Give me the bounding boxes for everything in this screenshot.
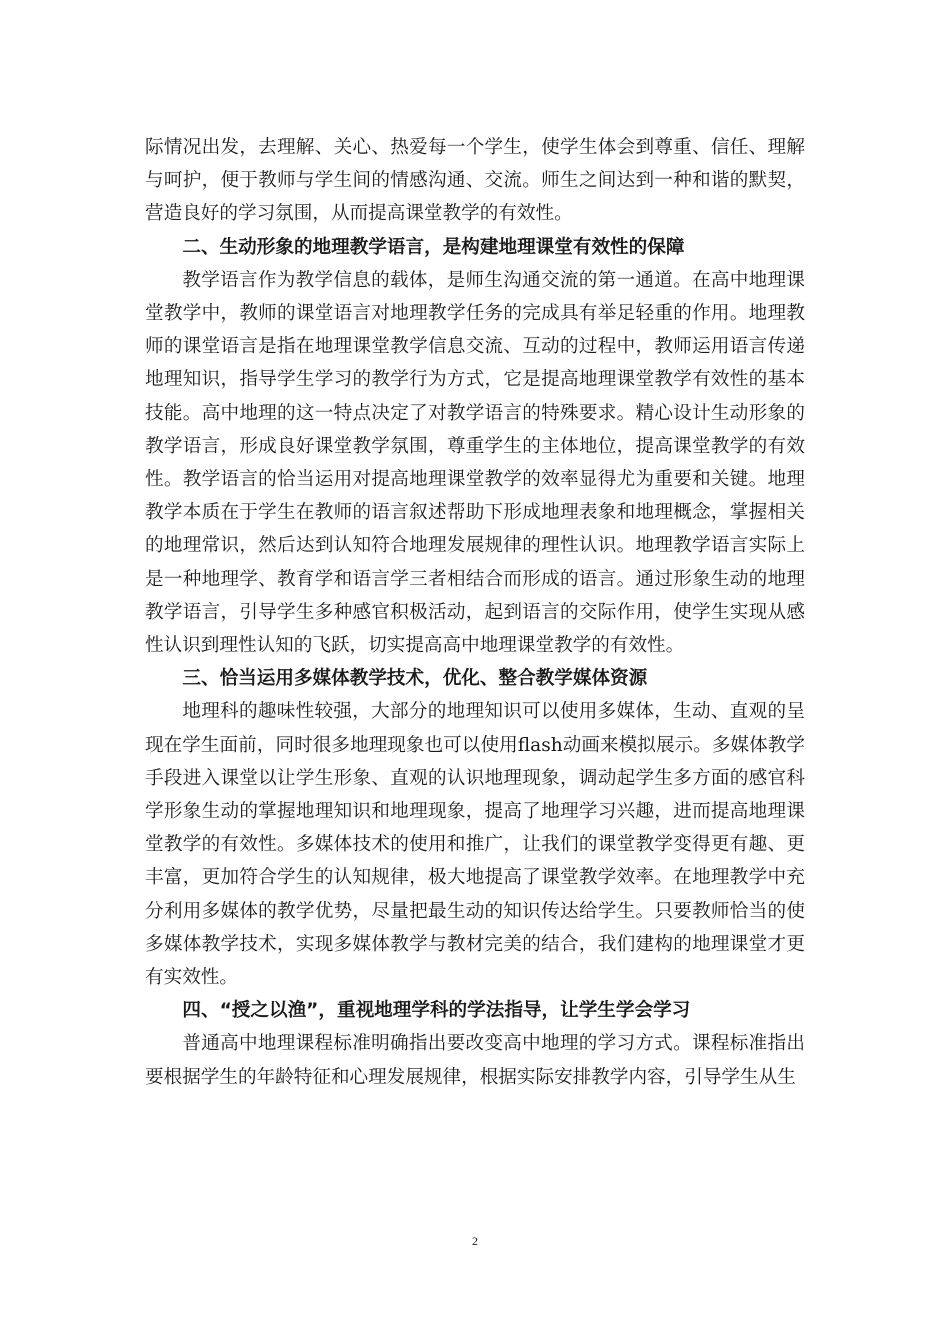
paragraph-learning-methods: 普通高中地理课程标准明确指出要改变高中地理的学习方式。课程标准指出要根据学生的年龄特征和心理发展规律，根据实际安排教学内容，引导学生从生 (145, 1033, 805, 1088)
section-heading-4: 四、“授之以渔”，重视地理学科的学法指导，让学生学会学习 (182, 1000, 691, 1022)
page-number: 2 (472, 1234, 478, 1248)
paragraph-multimedia: 地理科的趣味性较强，大部分的地理知识可以使用多媒体，生动、直观的呈现在学生面前，同时很多地理现象也可以使用flash动画来模拟展示。多媒体教学手段进入课堂以让学生形象、直观的认识地理现象，调动起学生多方面的感官科学形象生动的掌握地理知识和地理现象，提高了地理学习兴趣，进而提高地理课堂教学的有效性。多媒体技术的使用和推广，让我们的课堂教学变得更有趣、更丰富，更加符合学生的认知规律，极大地提高了课堂教学效率。在地理教学中充分利用多媒体的教学优势，尽量把最生动的知识传达给学生。只要教师恰当的使多媒体教学技术，实现多媒体教学与教材完美的结合，我们建构的地理课堂才更有实效性。 (145, 701, 805, 989)
section-heading-3: 三、恰当运用多媒体教学技术，优化、整合教学媒体资源 (182, 668, 648, 690)
document-body (145, 131, 805, 1094)
section-heading-2: 二、生动形象的地理教学语言，是构建地理课堂有效性的保障 (182, 236, 685, 258)
paragraph-teaching-language: 教学语言作为教学信息的载体，是师生沟通交流的第一通道。在高中地理课堂教学中，教师的课堂语言对地理教学任务的完成具有举足轻重的作用。地理教师的课堂语言是指在地理课堂教学信息交流、互动的过程中，教师运用语言传递地理知识，指导学生学习的教学行为方式，它是提高地理课堂教学有效性的基本技能。高中地理的这一特点决定了对教学语言的特殊要求。精心设计生动形象的教学语言，形成良好课堂教学氛围，尊重学生的主体地位，提高课堂教学的有效性。教学语言的恰当运用对提高地理课堂教学的效率显得尤为重要和关键。地理教学本质在于学生在教师的语言叙述帮助下形成地理表象和地理概念，掌握相关的地理常识，然后达到认知符合地理发展规律的理性认识。地理教学语言实际上是一种地理学、教育学和语言学三者相结合而形成的语言。通过形象生动的地理教学语言，引导学生多种感官积极活动，起到语言的交际作用，使学生实现从感性认识到理性认知的飞跃，切实提高高中地理课堂教学的有效性。 (145, 269, 805, 657)
paragraph-continuation: 际情况出发，去理解、关心、热爱每一个学生，使学生体会到尊重、信任、理解与呵护，便于教师与学生间的情感沟通、交流。师生之间达到一种和谐的默契，营造良好的学习氛围，从而提高课堂教学的有效性。 (145, 137, 805, 225)
